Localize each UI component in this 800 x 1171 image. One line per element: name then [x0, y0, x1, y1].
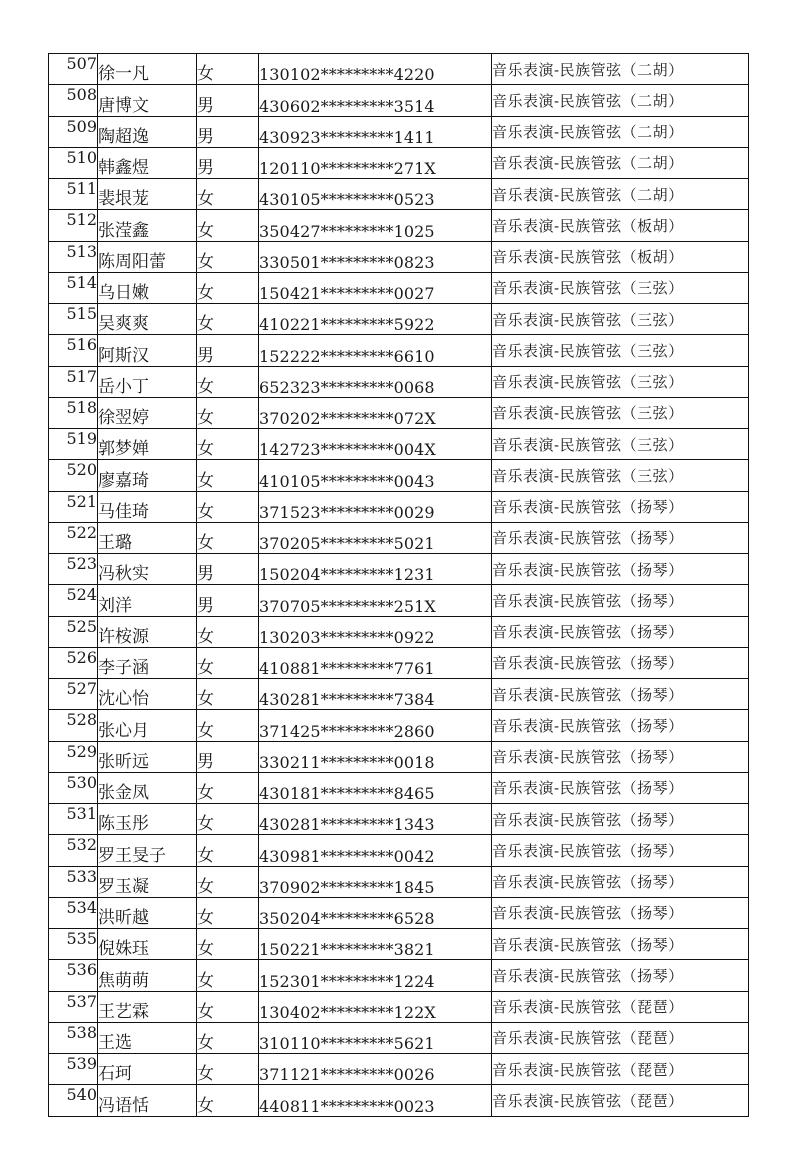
id-number-cell: 430181*********8465	[259, 772, 492, 803]
major-cell: 音乐表演-民族管弦（扬琴）	[492, 710, 749, 741]
id-number-cell: 150204*********1231	[259, 554, 492, 585]
row-number-cell: 521	[49, 491, 98, 522]
gender-cell: 女	[197, 647, 259, 678]
name-cell: 王选	[98, 1022, 197, 1053]
name-cell: 冯语恬	[98, 1085, 197, 1116]
name-cell: 唐博文	[98, 85, 197, 116]
major-cell: 音乐表演-民族管弦（扬琴）	[492, 866, 749, 897]
major-cell: 音乐表演-民族管弦（三弦）	[492, 304, 749, 335]
name-cell: 王艺霖	[98, 991, 197, 1022]
id-number-cell: 430281*********7384	[259, 679, 492, 710]
major-cell: 音乐表演-民族管弦（琵琶）	[492, 1085, 749, 1116]
table-row	[49, 304, 749, 335]
major-cell: 音乐表演-民族管弦（板胡）	[492, 210, 749, 241]
row-number-cell: 523	[49, 554, 98, 585]
major-cell: 音乐表演-民族管弦（扬琴）	[492, 585, 749, 616]
gender-cell: 女	[197, 1022, 259, 1053]
row-number-cell: 528	[49, 710, 98, 741]
id-number-cell: 370902*********1845	[259, 866, 492, 897]
row-number-cell: 511	[49, 179, 98, 210]
table-row	[49, 679, 749, 710]
gender-cell: 女	[197, 179, 259, 210]
row-number-cell: 534	[49, 897, 98, 928]
major-cell: 音乐表演-民族管弦（琵琶）	[492, 1054, 749, 1085]
row-number-cell: 507	[49, 54, 98, 85]
table-row	[49, 772, 749, 803]
name-cell: 洪昕越	[98, 897, 197, 928]
id-number-cell: 350427*********1025	[259, 210, 492, 241]
roster-table	[48, 53, 749, 1117]
row-number-cell: 508	[49, 85, 98, 116]
id-number-cell: 430981*********0042	[259, 835, 492, 866]
table-row	[49, 397, 749, 428]
major-cell: 音乐表演-民族管弦（扬琴）	[492, 522, 749, 553]
id-number-cell: 120110*********271X	[259, 147, 492, 178]
id-number-cell: 130102*********4220	[259, 54, 492, 85]
major-cell: 音乐表演-民族管弦（二胡）	[492, 85, 749, 116]
gender-cell: 女	[197, 241, 259, 272]
table-row	[49, 554, 749, 585]
gender-cell: 男	[197, 335, 259, 366]
id-number-cell: 371523*********0029	[259, 491, 492, 522]
row-number-cell: 530	[49, 772, 98, 803]
name-cell: 乌日嫩	[98, 272, 197, 303]
row-number-cell: 526	[49, 647, 98, 678]
major-cell: 音乐表演-民族管弦（扬琴）	[492, 616, 749, 647]
major-cell: 音乐表演-民族管弦（板胡）	[492, 241, 749, 272]
gender-cell: 女	[197, 522, 259, 553]
name-cell: 罗王旻子	[98, 835, 197, 866]
name-cell: 张昕远	[98, 741, 197, 772]
table-row	[49, 54, 749, 85]
table-row	[49, 616, 749, 647]
row-number-cell: 529	[49, 741, 98, 772]
row-number-cell: 531	[49, 804, 98, 835]
row-number-cell: 509	[49, 116, 98, 147]
gender-cell: 女	[197, 366, 259, 397]
id-number-cell: 430281*********1343	[259, 804, 492, 835]
gender-cell: 女	[197, 1054, 259, 1085]
id-number-cell: 310110*********5621	[259, 1022, 492, 1053]
id-number-cell: 410881*********7761	[259, 647, 492, 678]
gender-cell: 女	[197, 304, 259, 335]
table-row	[49, 866, 749, 897]
name-cell: 张滢鑫	[98, 210, 197, 241]
id-number-cell: 330501*********0823	[259, 241, 492, 272]
table-row	[49, 210, 749, 241]
id-number-cell: 152222*********6610	[259, 335, 492, 366]
row-number-cell: 512	[49, 210, 98, 241]
table-row	[49, 897, 749, 928]
id-number-cell: 130203*********0922	[259, 616, 492, 647]
gender-cell: 女	[197, 710, 259, 741]
row-number-cell: 538	[49, 1022, 98, 1053]
name-cell: 郭梦婵	[98, 429, 197, 460]
table-row	[49, 366, 749, 397]
id-number-cell: 440811*********0023	[259, 1085, 492, 1116]
major-cell: 音乐表演-民族管弦（三弦）	[492, 335, 749, 366]
major-cell: 音乐表演-民族管弦（三弦）	[492, 272, 749, 303]
name-cell: 岳小丁	[98, 366, 197, 397]
row-number-cell: 513	[49, 241, 98, 272]
major-cell: 音乐表演-民族管弦（二胡）	[492, 179, 749, 210]
row-number-cell: 515	[49, 304, 98, 335]
major-cell: 音乐表演-民族管弦（三弦）	[492, 397, 749, 428]
major-cell: 音乐表演-民族管弦（二胡）	[492, 147, 749, 178]
gender-cell: 女	[197, 835, 259, 866]
table-row	[49, 116, 749, 147]
name-cell: 倪姝珏	[98, 929, 197, 960]
gender-cell: 女	[197, 960, 259, 991]
gender-cell: 女	[197, 866, 259, 897]
row-number-cell: 517	[49, 366, 98, 397]
id-number-cell: 652323*********0068	[259, 366, 492, 397]
major-cell: 音乐表演-民族管弦（扬琴）	[492, 679, 749, 710]
table-row	[49, 241, 749, 272]
major-cell: 音乐表演-民族管弦（扬琴）	[492, 554, 749, 585]
major-cell: 音乐表演-民族管弦（扬琴）	[492, 897, 749, 928]
major-cell: 音乐表演-民族管弦（扬琴）	[492, 772, 749, 803]
table-row	[49, 804, 749, 835]
major-cell: 音乐表演-民族管弦（扬琴）	[492, 835, 749, 866]
table-row	[49, 741, 749, 772]
id-number-cell: 430923*********1411	[259, 116, 492, 147]
id-number-cell: 150421*********0027	[259, 272, 492, 303]
gender-cell: 女	[197, 897, 259, 928]
row-number-cell: 514	[49, 272, 98, 303]
row-number-cell: 516	[49, 335, 98, 366]
id-number-cell: 371425*********2860	[259, 710, 492, 741]
name-cell: 石珂	[98, 1054, 197, 1085]
table-row	[49, 929, 749, 960]
name-cell: 廖嘉琦	[98, 460, 197, 491]
gender-cell: 女	[197, 491, 259, 522]
gender-cell: 女	[197, 991, 259, 1022]
major-cell: 音乐表演-民族管弦（琵琶）	[492, 991, 749, 1022]
row-number-cell: 533	[49, 866, 98, 897]
name-cell: 阿斯汉	[98, 335, 197, 366]
id-number-cell: 430105*********0523	[259, 179, 492, 210]
roster-table-body	[49, 54, 749, 1117]
major-cell: 音乐表演-民族管弦（扬琴）	[492, 960, 749, 991]
row-number-cell: 536	[49, 960, 98, 991]
name-cell: 陶超逸	[98, 116, 197, 147]
table-row	[49, 960, 749, 991]
row-number-cell: 527	[49, 679, 98, 710]
gender-cell: 男	[197, 554, 259, 585]
name-cell: 李子涵	[98, 647, 197, 678]
row-number-cell: 520	[49, 460, 98, 491]
row-number-cell: 532	[49, 835, 98, 866]
gender-cell: 男	[197, 85, 259, 116]
gender-cell: 女	[197, 210, 259, 241]
id-number-cell: 350204*********6528	[259, 897, 492, 928]
gender-cell: 女	[197, 272, 259, 303]
table-row	[49, 147, 749, 178]
id-number-cell: 370202*********072X	[259, 397, 492, 428]
name-cell: 马佳琦	[98, 491, 197, 522]
gender-cell: 女	[197, 460, 259, 491]
row-number-cell: 518	[49, 397, 98, 428]
row-number-cell: 524	[49, 585, 98, 616]
id-number-cell: 410105*********0043	[259, 460, 492, 491]
gender-cell: 女	[197, 616, 259, 647]
major-cell: 音乐表演-民族管弦（扬琴）	[492, 491, 749, 522]
gender-cell: 女	[197, 772, 259, 803]
gender-cell: 女	[197, 54, 259, 85]
major-cell: 音乐表演-民族管弦（琵琶）	[492, 1022, 749, 1053]
major-cell: 音乐表演-民族管弦（二胡）	[492, 54, 749, 85]
name-cell: 韩鑫煜	[98, 147, 197, 178]
name-cell: 刘洋	[98, 585, 197, 616]
id-number-cell: 370705*********251X	[259, 585, 492, 616]
table-row	[49, 1085, 749, 1116]
name-cell: 冯秋实	[98, 554, 197, 585]
name-cell: 徐一凡	[98, 54, 197, 85]
row-number-cell: 525	[49, 616, 98, 647]
name-cell: 罗玉凝	[98, 866, 197, 897]
row-number-cell: 535	[49, 929, 98, 960]
gender-cell: 女	[197, 397, 259, 428]
id-number-cell: 152301*********1224	[259, 960, 492, 991]
id-number-cell: 330211*********0018	[259, 741, 492, 772]
major-cell: 音乐表演-民族管弦（扬琴）	[492, 647, 749, 678]
major-cell: 音乐表演-民族管弦（三弦）	[492, 429, 749, 460]
gender-cell: 女	[197, 679, 259, 710]
table-row	[49, 85, 749, 116]
gender-cell: 男	[197, 585, 259, 616]
table-row	[49, 429, 749, 460]
gender-cell: 男	[197, 116, 259, 147]
table-row	[49, 491, 749, 522]
id-number-cell: 150221*********3821	[259, 929, 492, 960]
name-cell: 张心月	[98, 710, 197, 741]
table-row	[49, 179, 749, 210]
table-row	[49, 835, 749, 866]
table-row	[49, 647, 749, 678]
name-cell: 张金凤	[98, 772, 197, 803]
name-cell: 王璐	[98, 522, 197, 553]
gender-cell: 女	[197, 929, 259, 960]
table-row	[49, 1022, 749, 1053]
table-row	[49, 522, 749, 553]
major-cell: 音乐表演-民族管弦（扬琴）	[492, 804, 749, 835]
id-number-cell: 130402*********122X	[259, 991, 492, 1022]
row-number-cell: 540	[49, 1085, 98, 1116]
gender-cell: 女	[197, 804, 259, 835]
name-cell: 吴爽爽	[98, 304, 197, 335]
table-row	[49, 991, 749, 1022]
table-row	[49, 335, 749, 366]
name-cell: 沈心怡	[98, 679, 197, 710]
major-cell: 音乐表演-民族管弦（二胡）	[492, 116, 749, 147]
row-number-cell: 539	[49, 1054, 98, 1085]
row-number-cell: 537	[49, 991, 98, 1022]
id-number-cell: 370205*********5021	[259, 522, 492, 553]
major-cell: 音乐表演-民族管弦（扬琴）	[492, 929, 749, 960]
gender-cell: 女	[197, 1085, 259, 1116]
row-number-cell: 510	[49, 147, 98, 178]
table-row	[49, 460, 749, 491]
name-cell: 许桉源	[98, 616, 197, 647]
id-number-cell: 142723*********004X	[259, 429, 492, 460]
table-row	[49, 1054, 749, 1085]
gender-cell: 男	[197, 741, 259, 772]
id-number-cell: 410221*********5922	[259, 304, 492, 335]
id-number-cell: 430602*********3514	[259, 85, 492, 116]
name-cell: 焦萌萌	[98, 960, 197, 991]
major-cell: 音乐表演-民族管弦（三弦）	[492, 366, 749, 397]
table-row	[49, 585, 749, 616]
id-number-cell: 371121*********0026	[259, 1054, 492, 1085]
table-row	[49, 710, 749, 741]
major-cell: 音乐表演-民族管弦（扬琴）	[492, 741, 749, 772]
name-cell: 陈玉彤	[98, 804, 197, 835]
row-number-cell: 522	[49, 522, 98, 553]
name-cell: 陈周阳蕾	[98, 241, 197, 272]
major-cell: 音乐表演-民族管弦（三弦）	[492, 460, 749, 491]
table-row	[49, 272, 749, 303]
gender-cell: 女	[197, 429, 259, 460]
gender-cell: 男	[197, 147, 259, 178]
name-cell: 徐翌婷	[98, 397, 197, 428]
name-cell: 裴垠茏	[98, 179, 197, 210]
row-number-cell: 519	[49, 429, 98, 460]
